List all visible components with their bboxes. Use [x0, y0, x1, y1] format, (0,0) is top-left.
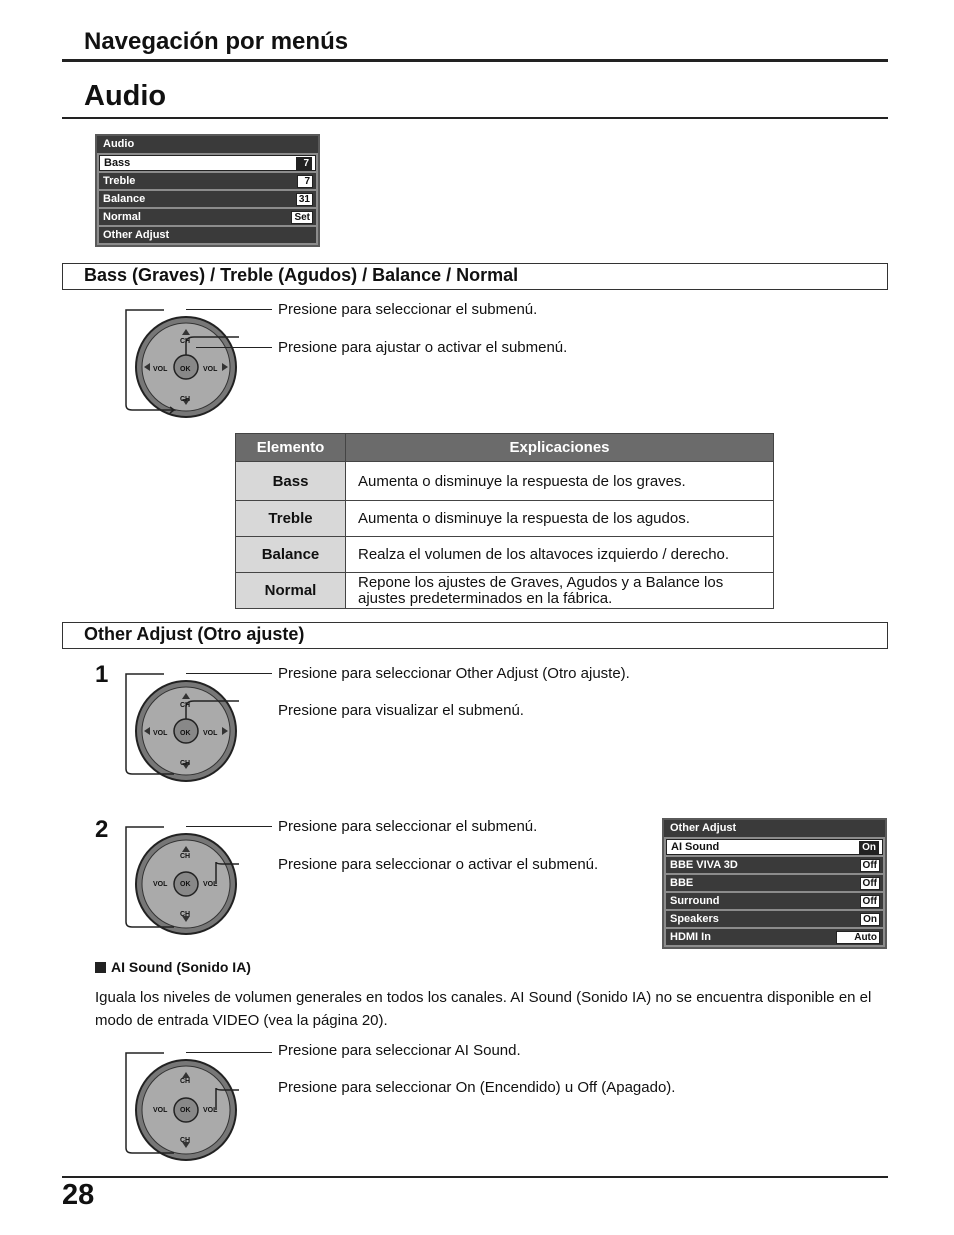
- ch-down-label: CH: [180, 1137, 191, 1144]
- other-section-heading-box: [62, 622, 888, 649]
- hdmi-in-value: Auto: [836, 931, 880, 944]
- ch-up-label: CH: [180, 1078, 191, 1085]
- step-number-1: 1: [95, 661, 109, 688]
- ok-label: OK: [180, 366, 191, 373]
- vol-left-label: VOL: [153, 1107, 168, 1114]
- other-adjust-menu: [662, 818, 887, 949]
- section-heading: Navegación por menús: [84, 28, 349, 55]
- other-menu-item-hdmi-in[interactable]: HDMI In Auto: [666, 929, 883, 945]
- ai-sound-description: Iguala los niveles de volumen generales en todos los canales. AI Sound (Sonido IA) no se encuentra disponible en el modo de entrada VIDEO (vea la página 20).: [95, 989, 872, 1029]
- leader-line: [186, 1052, 272, 1053]
- other-menu-item-ai-sound[interactable]: AI Sound On: [666, 839, 883, 855]
- vol-right-label: VOL: [203, 366, 218, 373]
- leader-line: [186, 673, 272, 674]
- footer-rule: [62, 1176, 888, 1178]
- ok-label: OK: [180, 730, 191, 737]
- audio-menu-item-balance[interactable]: Balance 31: [99, 191, 316, 207]
- ai-instr-select: Presione para seleccionar AI Sound.: [278, 1042, 521, 1059]
- table-header-explanations: Explicaciones: [346, 434, 774, 462]
- vol-left-label: VOL: [153, 730, 168, 737]
- other-adjust-menu-title: Other Adjust: [664, 820, 885, 837]
- title-rule: [62, 117, 888, 119]
- step2-instr-activate: Presione para seleccionar o activar el submenú.: [278, 856, 599, 873]
- leader-line: [196, 347, 272, 348]
- audio-menu-item-other-adjust[interactable]: Other Adjust: [99, 227, 316, 243]
- bass-section-heading: Bass (Graves) / Treble (Agudos) / Balance / Normal: [84, 265, 519, 285]
- audio-menu-item-normal[interactable]: Normal Set: [99, 209, 316, 225]
- speakers-value: On: [860, 913, 880, 926]
- leader-line: [186, 826, 272, 827]
- ch-down-label: CH: [180, 396, 191, 403]
- audio-menu-item-treble[interactable]: Treble 7: [99, 173, 316, 189]
- table-row: Balance Realza el volumen de los altavoces izquierdo / derecho.: [236, 537, 774, 573]
- ok-label: OK: [180, 1107, 191, 1114]
- ch-up-label: CH: [180, 338, 191, 345]
- other-menu-item-bbe[interactable]: BBE Off: [666, 875, 883, 891]
- bass-section-heading-box: [62, 263, 888, 290]
- page-title: Audio: [84, 80, 167, 112]
- page-number: 28: [62, 1179, 95, 1211]
- bbe-value: Off: [860, 877, 880, 890]
- step1-instr-select: Presione para seleccionar Other Adjust (Otro ajuste).: [278, 665, 630, 682]
- step-number-2: 2: [95, 816, 109, 843]
- bullet-square-icon: [95, 962, 106, 973]
- vol-left-label: VOL: [153, 881, 168, 888]
- other-menu-item-speakers[interactable]: Speakers On: [666, 911, 883, 927]
- bass-instr-select: Presione para seleccionar el submenú.: [278, 301, 538, 318]
- audio-menu: [95, 134, 320, 247]
- ai-instr-toggle: Presione para seleccionar On (Encendido) u Off (Apagado).: [278, 1079, 676, 1096]
- header-rule: [62, 59, 888, 62]
- vol-left-label: VOL: [153, 366, 168, 373]
- vol-right-label: VOL: [203, 1107, 218, 1114]
- leader-line: [186, 309, 272, 310]
- ch-up-label: CH: [180, 702, 191, 709]
- vol-right-label: VOL: [203, 730, 218, 737]
- ch-down-label: CH: [180, 760, 191, 767]
- ch-up-label: CH: [180, 853, 191, 860]
- remote-dpad-icon: [124, 822, 239, 937]
- ch-down-label: CH: [180, 911, 191, 918]
- step1-instr-view: Presione para visualizar el submenú.: [278, 702, 524, 719]
- audio-menu-title: Audio: [97, 136, 318, 153]
- treble-value: 7: [297, 175, 313, 188]
- bbe-viva-value: Off: [860, 859, 880, 872]
- audio-menu-item-bass[interactable]: Bass 7: [99, 155, 316, 171]
- surround-value: Off: [860, 895, 880, 908]
- table-row: Bass Aumenta o disminuye la respuesta de los graves.: [236, 462, 774, 501]
- table-row: Treble Aumenta o disminuye la respuesta de los agudos.: [236, 501, 774, 537]
- remote-dpad-icon: [124, 1048, 239, 1163]
- ai-sound-value: On: [859, 841, 879, 854]
- vol-right-label: VOL: [203, 881, 218, 888]
- step2-instr-select: Presione para seleccionar el submenú.: [278, 818, 538, 835]
- bass-instr-adjust: Presione para ajustar o activar el submenú.: [278, 339, 568, 356]
- bass-value: 7: [296, 157, 312, 170]
- other-section-heading: Other Adjust (Otro ajuste): [84, 624, 305, 644]
- balance-value: 31: [296, 193, 313, 206]
- normal-value: Set: [291, 211, 313, 224]
- table-row: Normal Repone los ajustes de Graves, Agudos y a Balance los ajustes predeterminados en la fábrica.: [236, 573, 774, 609]
- ok-label: OK: [180, 881, 191, 888]
- table-header-element: Elemento: [236, 434, 346, 462]
- other-menu-item-surround[interactable]: Surround Off: [666, 893, 883, 909]
- explanation-table: [235, 433, 774, 609]
- ai-sound-heading: AI Sound (Sonido IA): [111, 959, 251, 975]
- other-menu-item-bbe-viva-3d[interactable]: BBE VIVA 3D Off: [666, 857, 883, 873]
